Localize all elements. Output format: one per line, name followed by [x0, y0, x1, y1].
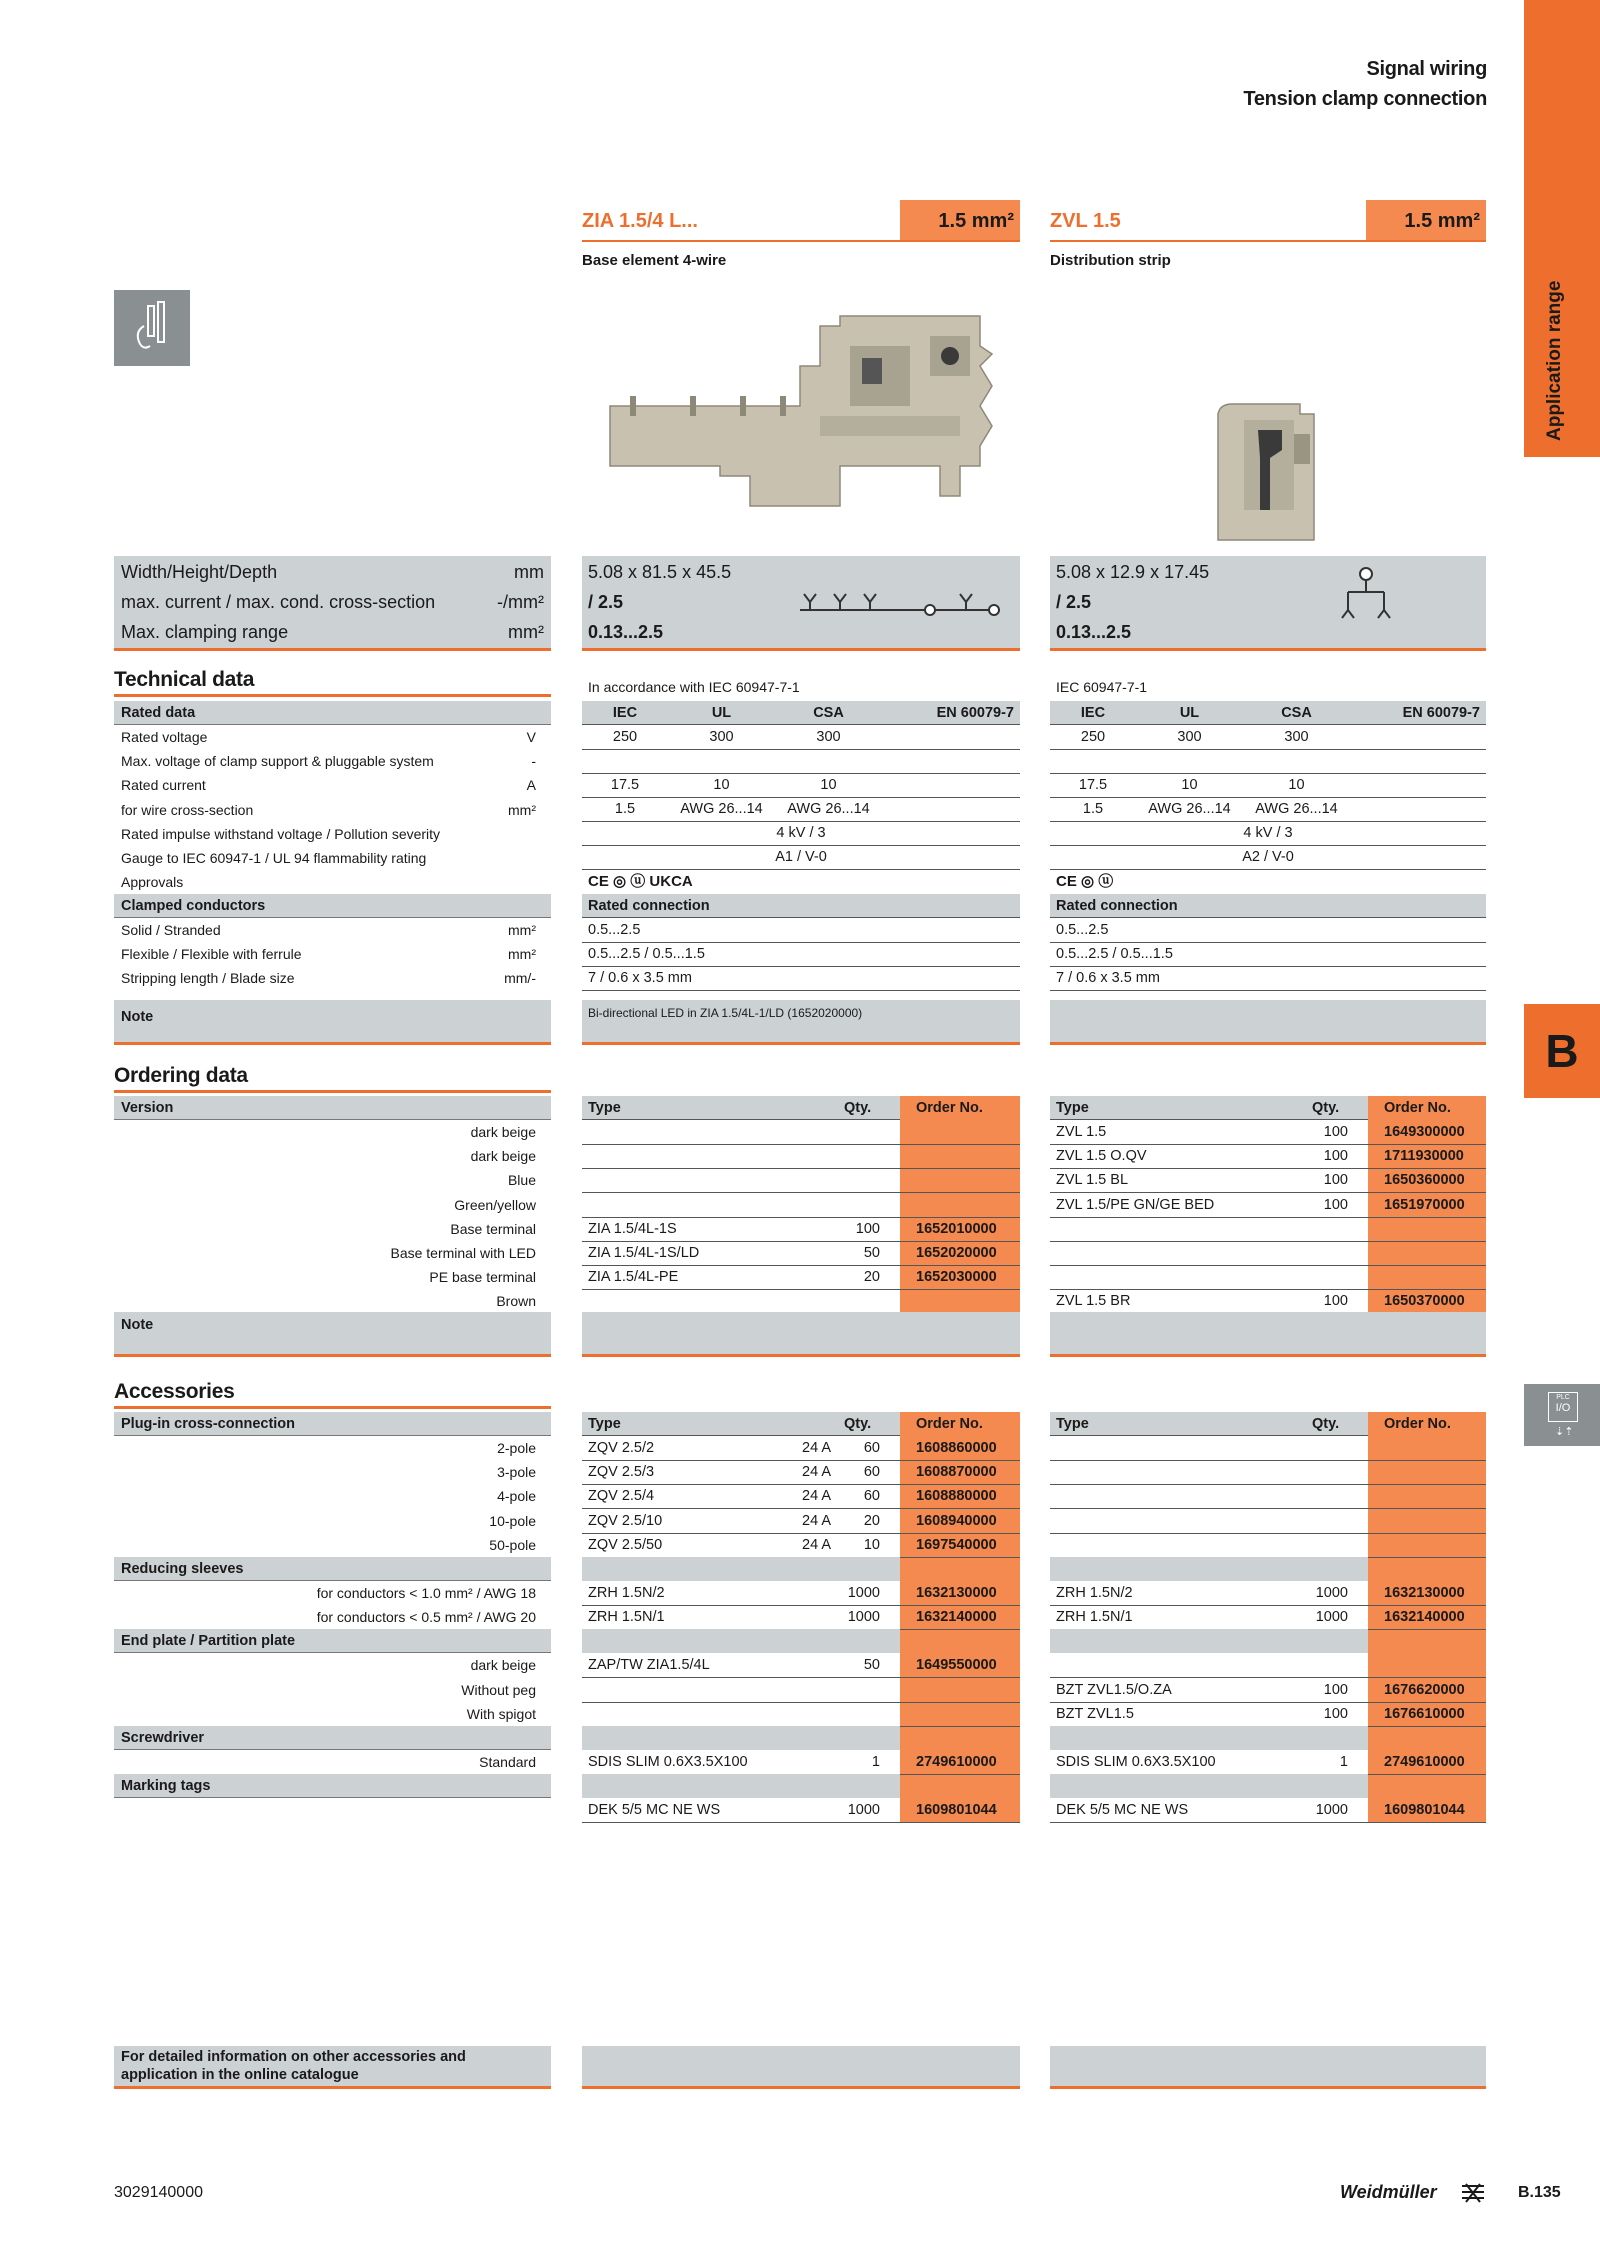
plc-arrows-icon: ⇣⇡ [1555, 1426, 1574, 1438]
accessory-order-number[interactable]: 1608880000 [916, 1488, 997, 1505]
accessory-type: ZQV 2.5/3 [588, 1464, 655, 1481]
product-2-current: / 2.5 [1056, 592, 1092, 612]
accessory-qty: 60 [863, 1440, 880, 1456]
footer-doc-number: 3029140000 [114, 2184, 203, 2201]
order-qty: 100 [855, 1220, 880, 1237]
product-2-header [1050, 200, 1486, 242]
order-type: ZIA 1.5/4L-1S [588, 1220, 677, 1237]
technical-data-title: Technical data [114, 668, 255, 691]
accessory-group-header: Marking tags [114, 1774, 551, 1798]
version-label: Base terminal [450, 1220, 536, 1237]
technical-note-underline [114, 1042, 551, 1045]
accessory-qty [1250, 1460, 1348, 1484]
accessory-head-order: Order No. [1384, 1416, 1451, 1432]
accessory-amp: 24 A [802, 1512, 832, 1529]
accessory-order-number[interactable]: 1632140000 [916, 1609, 997, 1626]
accessory-qty: 1000 [847, 1802, 880, 1819]
order-number[interactable]: 1651970000 [1384, 1196, 1465, 1213]
tension-clamp-icon [114, 290, 190, 366]
application-range-tab[interactable] [1524, 0, 1600, 457]
accessory-row-label: 2-pole [497, 1440, 536, 1456]
accessory-row-label: for conductors < 0.5 mm² / AWG 20 [316, 1609, 536, 1626]
accessory-group-header: Screwdriver [114, 1726, 551, 1750]
cert-value: 1.5 [614, 801, 636, 817]
clamped-row-unit: mm/- [504, 970, 536, 986]
product-1-subtitle: Base element 4-wire [582, 252, 727, 269]
product-1-circuit-icon [790, 586, 1010, 622]
header-line1: Signal wiring [1366, 58, 1487, 80]
tech-row-label: for wire cross-section [121, 801, 254, 818]
order-number[interactable]: 1650360000 [1384, 1172, 1465, 1189]
clamped-row-unit: mm² [508, 946, 536, 962]
flammability-value: A2 / V-0 [1242, 849, 1294, 865]
order-type: ZIA 1.5/4L-1S/LD [588, 1245, 700, 1261]
product-1-size: 1.5 mm² [900, 200, 1020, 240]
accessory-group-spacer [582, 1774, 900, 1798]
order-type: ZVL 1.5 BR [1056, 1293, 1131, 1310]
accessory-order-number[interactable]: 1608870000 [916, 1464, 997, 1481]
impulse-value: 4 kV / 3 [1243, 825, 1293, 841]
product-2-image [1210, 400, 1320, 546]
cert-head: IEC [1080, 705, 1106, 721]
product-1-note-box [582, 1000, 1020, 1044]
cert-value: 10 [713, 777, 730, 793]
ordering-note-box-1 [582, 1312, 1020, 1356]
accessory-row-label: 10-pole [489, 1512, 536, 1529]
order-type: ZVL 1.5 O.QV [1056, 1148, 1147, 1165]
accessory-group-spacer [1050, 1726, 1368, 1750]
accessory-head-type: Type [588, 1416, 621, 1432]
cert-value: 250 [612, 729, 638, 745]
footer-note-box [114, 2046, 551, 2086]
version-label: Green/yellow [454, 1196, 536, 1213]
cert-value [1350, 725, 1486, 749]
cert-head: EN 60079-7 [936, 705, 1014, 721]
solid-value: 0.5...2.5 [588, 922, 641, 938]
current-unit: -/mm² [497, 592, 544, 612]
accessories-title-underline [114, 1406, 551, 1409]
cert-value: 10 [1181, 777, 1198, 793]
accessory-head-qty: Qty. [1312, 1416, 1340, 1432]
accessory-amp: 24 A [802, 1464, 832, 1481]
product-2-spec-underline [1050, 648, 1486, 651]
dims-unit: mm [514, 562, 544, 582]
accessory-qty: 1000 [847, 1609, 880, 1626]
header-line2: Tension clamp connection [1243, 88, 1487, 110]
accessory-qty: 60 [863, 1488, 880, 1505]
rated-data-header: Rated data [114, 701, 551, 725]
product-1-note: Bi-directional LED in ZIA 1.5/4L-1/LD (1652020000) [588, 1006, 863, 1020]
accessory-row-label: for conductors < 1.0 mm² / AWG 18 [316, 1585, 536, 1601]
version-label: Base terminal with LED [390, 1245, 536, 1261]
accessory-row-label: dark beige [470, 1657, 536, 1674]
accessory-type: BZT ZVL1.5/O.ZA [1056, 1681, 1172, 1698]
accessory-qty: 20 [863, 1512, 880, 1529]
cert-value: 17.5 [610, 777, 640, 793]
accessory-order-number[interactable]: 1632140000 [1384, 1609, 1465, 1626]
cert-value: AWG 26...14 [680, 801, 763, 817]
ordering-data-title: Ordering data [114, 1064, 248, 1087]
tech-row-unit: V [526, 729, 536, 745]
order-qty [1250, 1217, 1348, 1241]
footer-box-2-underline [1050, 2086, 1486, 2089]
tech-row-label: Rated impulse withstand voltage / Pollution severity [121, 825, 441, 842]
product-1-dims: 5.08 x 81.5 x 45.5 [588, 562, 732, 582]
footer-page: B.135 [1518, 2184, 1561, 2201]
order-qty: 100 [1323, 1293, 1348, 1310]
accessory-head-qty: Qty. [844, 1416, 872, 1432]
clamped-row-label: Stripping length / Blade size [121, 970, 295, 986]
stripping-value: 7 / 0.6 x 3.5 mm [1056, 970, 1160, 986]
tech-row-label: Max. voltage of clamp support & pluggable system [121, 753, 434, 770]
cert-head: EN 60079-7 [1402, 705, 1480, 721]
accessory-group-spacer [1050, 1774, 1368, 1798]
accessory-qty: 100 [1323, 1705, 1348, 1722]
order-qty: 100 [1323, 1124, 1348, 1140]
application-range-label: Application range [1544, 280, 1565, 441]
accessory-group-header: Plug-in cross-connection [114, 1412, 551, 1436]
accessory-amp: 24 A [802, 1488, 832, 1505]
accessory-type: DEK 5/5 MC NE WS [588, 1802, 721, 1819]
clamp-unit: mm² [508, 622, 544, 642]
accessory-group-spacer [582, 1557, 900, 1581]
ordering-head-order: Order No. [916, 1100, 983, 1116]
order-qty: 20 [863, 1269, 880, 1286]
order-number[interactable]: 1652010000 [916, 1220, 997, 1237]
conn-row-divider [1050, 990, 1486, 991]
accessory-head-type: Type [1056, 1416, 1089, 1432]
conn-row-divider [582, 990, 1020, 991]
tech-row-unit: A [526, 777, 536, 794]
accessory-group-spacer [1050, 1629, 1368, 1653]
accessory-type: ZRH 1.5N/1 [1056, 1609, 1133, 1626]
accessory-type: ZRH 1.5N/2 [1056, 1585, 1133, 1601]
product-1-clamp: 0.13...2.5 [588, 622, 664, 642]
cert-value [882, 773, 1020, 797]
accessory-type: ZQV 2.5/4 [588, 1488, 655, 1505]
version-label: dark beige [470, 1124, 536, 1140]
accessory-group-spacer [582, 1726, 900, 1750]
order-qty: 100 [1323, 1172, 1348, 1189]
order-number[interactable]: 1649300000 [1384, 1124, 1465, 1140]
spec-labels-underline [114, 648, 551, 651]
solid-value: 0.5...2.5 [1056, 922, 1109, 938]
footer-box-1 [582, 2046, 1020, 2086]
product-2-note-box [1050, 1000, 1486, 1044]
flexible-value: 0.5...2.5 / 0.5...1.5 [1056, 946, 1173, 962]
rated-connection-header: Rated connection [1050, 894, 1486, 918]
cert-value: 17.5 [1078, 777, 1108, 793]
rated-connection-header: Rated connection [582, 894, 1020, 918]
ordering-head-qty: Qty. [844, 1100, 872, 1116]
tech-row-label: Rated voltage [121, 729, 208, 745]
ordering-note-box-2 [1050, 1312, 1486, 1356]
accessory-order-number[interactable]: 1697540000 [916, 1536, 997, 1553]
order-qty [782, 1289, 880, 1313]
order-type: ZVL 1.5/PE GN/GE BED [1056, 1196, 1215, 1213]
clamped-row-label: Solid / Stranded [121, 922, 221, 938]
cert-value: 10 [1288, 777, 1305, 793]
tech-row-label: Approvals [121, 874, 184, 891]
accessory-order-number[interactable]: 1632130000 [1384, 1585, 1465, 1601]
product-2-dims: 5.08 x 12.9 x 17.45 [1056, 562, 1210, 582]
version-label: Blue [507, 1172, 536, 1189]
order-qty: 50 [863, 1245, 880, 1261]
order-number[interactable]: 1652020000 [916, 1245, 997, 1261]
accessory-qty [782, 1702, 880, 1726]
ordering-head-order: Order No. [1384, 1100, 1451, 1116]
accessory-qty: 1000 [1315, 1609, 1348, 1626]
order-qty: 100 [1323, 1196, 1348, 1213]
accessory-order-number[interactable]: 2749610000 [916, 1754, 997, 1770]
accessory-group-header: End plate / Partition plate [114, 1629, 551, 1653]
accessory-row-label: Standard [479, 1754, 536, 1770]
product-2-circuit-icon [1336, 566, 1396, 626]
cert-value: 250 [1080, 729, 1106, 745]
cert-value: 300 [709, 729, 734, 745]
cert-row-divider [582, 749, 1020, 750]
cert-row-divider [1050, 749, 1486, 750]
cert-value: 300 [1177, 729, 1202, 745]
tech-row-unit: mm² [508, 801, 536, 818]
plc-io-tab[interactable] [1524, 1384, 1600, 1446]
accessory-row-label: With spigot [466, 1705, 536, 1722]
accessory-type: ZQV 2.5/50 [588, 1536, 663, 1553]
order-type: ZIA 1.5/4L-PE [588, 1269, 679, 1286]
product-1-standard: In accordance with IEC 60947-7-1 [588, 679, 800, 695]
approvals-icons: CE ◎ ⓤ UKCA [588, 873, 693, 890]
accessory-row-divider [582, 1822, 1020, 1823]
accessory-order-number[interactable]: 2749610000 [1384, 1754, 1465, 1770]
product-1-name: ZIA 1.5/4 L... [582, 210, 698, 232]
clamped-row-unit: mm² [508, 922, 536, 938]
order-type: ZVL 1.5 [1056, 1124, 1107, 1140]
accessory-qty: 60 [863, 1464, 880, 1481]
accessory-head-order: Order No. [916, 1416, 983, 1432]
tech-row-label: Gauge to IEC 60947-1 / UL 94 flammability rating [121, 850, 427, 866]
footer-note-line2: application in the online catalogue [121, 2067, 359, 2083]
ordering-title-underline [114, 1090, 551, 1093]
clamped-row-label: Flexible / Flexible with ferrule [121, 946, 302, 962]
order-qty: 100 [1323, 1148, 1348, 1165]
order-qty [782, 1168, 880, 1192]
flexible-value: 0.5...2.5 / 0.5...1.5 [588, 946, 705, 962]
footer-note-line1: For detailed information on other accessories and [121, 2049, 466, 2065]
accessory-order-number[interactable]: 1676610000 [1384, 1705, 1465, 1722]
cert-value: AWG 26...14 [787, 801, 870, 817]
accessory-order-number[interactable]: 1632130000 [916, 1585, 997, 1601]
order-number[interactable]: 1650370000 [1384, 1293, 1465, 1310]
accessory-qty [782, 1678, 880, 1702]
accessory-order-number[interactable]: 1609801044 [916, 1802, 997, 1819]
ordering-head-qty: Qty. [1312, 1100, 1340, 1116]
cert-value: 300 [1284, 729, 1309, 745]
accessory-qty: 10 [863, 1536, 880, 1553]
current-label: max. current / max. cond. cross-section [121, 592, 436, 612]
approvals-icons: CE ◎ ⓤ [1056, 873, 1114, 890]
product-2-note-underline [1050, 1042, 1486, 1045]
accessory-type: ZRH 1.5N/1 [588, 1609, 665, 1626]
accessory-type: ZQV 2.5/2 [588, 1440, 655, 1456]
section-b-tab[interactable]: B [1524, 1004, 1600, 1098]
cert-value [882, 725, 1020, 749]
accessory-order-number[interactable]: 1609801044 [1384, 1802, 1465, 1819]
product-2-subtitle: Distribution strip [1050, 252, 1171, 269]
plc-io-icon: PLC I/O [1548, 1392, 1578, 1422]
tech-row-unit: - [531, 753, 536, 770]
footer-brand: Weidmüller [1340, 2182, 1437, 2202]
clamp-label: Max. clamping range [121, 622, 289, 642]
accessory-type: ZRH 1.5N/2 [588, 1585, 665, 1601]
accessory-qty [1250, 1533, 1348, 1557]
accessory-type: DEK 5/5 MC NE WS [1056, 1802, 1189, 1819]
order-number[interactable]: 1711930000 [1384, 1148, 1464, 1165]
accessory-amp: 24 A [802, 1536, 832, 1553]
stripping-value: 7 / 0.6 x 3.5 mm [588, 970, 692, 986]
clamped-conductors-header: Clamped conductors [114, 894, 551, 918]
cert-head: UL [1179, 705, 1200, 721]
accessory-qty: 1000 [1315, 1802, 1348, 1819]
accessory-qty: 50 [863, 1657, 880, 1674]
cert-head: IEC [612, 705, 638, 721]
footer-box-2 [1050, 2046, 1486, 2086]
technical-note-label: Note [114, 1000, 551, 1044]
accessory-amp: 24 A [802, 1440, 832, 1456]
brand-logo-icon [1460, 2182, 1486, 2204]
order-number[interactable]: 1652030000 [916, 1269, 997, 1286]
cert-head: CSA [1281, 705, 1312, 721]
cert-value [1350, 797, 1486, 821]
accessory-row-divider [1050, 1822, 1486, 1823]
cert-value: 300 [816, 729, 841, 745]
cert-value: AWG 26...14 [1255, 801, 1338, 817]
product-2-name: ZVL 1.5 [1050, 210, 1121, 232]
accessory-group-spacer [582, 1629, 900, 1653]
accessory-type: SDIS SLIM 0.6X3.5X100 [588, 1754, 748, 1770]
cert-value: 1.5 [1082, 801, 1104, 817]
accessory-type: ZQV 2.5/10 [588, 1512, 663, 1529]
product-1-image [600, 306, 1000, 536]
accessory-group-spacer [1050, 1557, 1368, 1581]
product-2-standard: IEC 60947-7-1 [1056, 679, 1148, 695]
tech-row-label: Rated current [121, 777, 206, 794]
order-qty [782, 1193, 880, 1217]
footer-box-1-underline [582, 2086, 1020, 2089]
accessory-order-number[interactable]: 1608860000 [916, 1440, 997, 1456]
order-qty [1250, 1241, 1348, 1265]
ordering-note-underline [114, 1354, 551, 1357]
accessory-qty [1250, 1509, 1348, 1533]
cert-head: CSA [813, 705, 844, 721]
accessory-row-label: 4-pole [497, 1488, 536, 1505]
product-1-spec-underline [582, 648, 1020, 651]
accessory-qty: 1 [1339, 1754, 1348, 1770]
accessory-qty: 1000 [1315, 1585, 1348, 1601]
accessory-type: SDIS SLIM 0.6X3.5X100 [1056, 1754, 1216, 1770]
cert-value: AWG 26...14 [1148, 801, 1231, 817]
accessory-qty: 1000 [847, 1585, 880, 1601]
accessory-qty: 1 [871, 1754, 880, 1770]
accessory-qty: 100 [1323, 1681, 1348, 1698]
technical-title-underline [114, 694, 551, 697]
cert-head: UL [711, 705, 732, 721]
ordering-note-label: Note [114, 1312, 551, 1356]
accessory-qty [1250, 1484, 1348, 1508]
ordering-head-type: Type [1056, 1100, 1089, 1116]
cert-value [1350, 773, 1486, 797]
accessory-type: BZT ZVL1.5 [1056, 1705, 1134, 1722]
impulse-value: 4 kV / 3 [776, 825, 826, 841]
order-qty [782, 1120, 880, 1144]
accessory-order-number[interactable]: 1676620000 [1384, 1681, 1465, 1698]
footer-note-underline [114, 2086, 551, 2089]
cert-value: 10 [820, 777, 837, 793]
accessory-row-label: Without peg [461, 1681, 536, 1698]
ordering-note-underline-2 [1050, 1354, 1486, 1357]
dims-label: Width/Height/Depth [121, 562, 278, 582]
product-2-size: 1.5 mm² [1366, 200, 1486, 240]
accessory-group-header: Reducing sleeves [114, 1557, 551, 1581]
accessory-order-number[interactable]: 1649550000 [916, 1657, 997, 1674]
accessory-qty [1250, 1436, 1348, 1460]
cert-value [882, 797, 1020, 821]
cert-row-divider [1050, 869, 1486, 870]
product-1-header [582, 200, 1020, 242]
accessories-title: Accessories [114, 1380, 235, 1403]
version-header: Version [114, 1096, 551, 1120]
product-1-note-underline [582, 1042, 1020, 1045]
product-2-clamp: 0.13...2.5 [1056, 622, 1132, 642]
version-label: PE base terminal [429, 1269, 536, 1286]
order-qty [1250, 1265, 1348, 1289]
ordering-head-type: Type [588, 1100, 621, 1116]
order-qty [782, 1144, 880, 1168]
order-type: ZVL 1.5 BL [1056, 1172, 1129, 1189]
version-label: dark beige [470, 1148, 536, 1165]
product-1-current: / 2.5 [588, 592, 624, 612]
accessory-row-label: 3-pole [497, 1464, 536, 1481]
flammability-value: A1 / V-0 [775, 849, 827, 865]
accessory-order-number[interactable]: 1608940000 [916, 1512, 997, 1529]
accessory-qty [1250, 1653, 1348, 1677]
accessory-row-label: 50-pole [489, 1536, 536, 1553]
version-label: Brown [496, 1293, 536, 1310]
accessory-type: ZAP/TW ZIA1.5/4L [588, 1657, 710, 1674]
ordering-note-underline-1 [582, 1354, 1020, 1357]
